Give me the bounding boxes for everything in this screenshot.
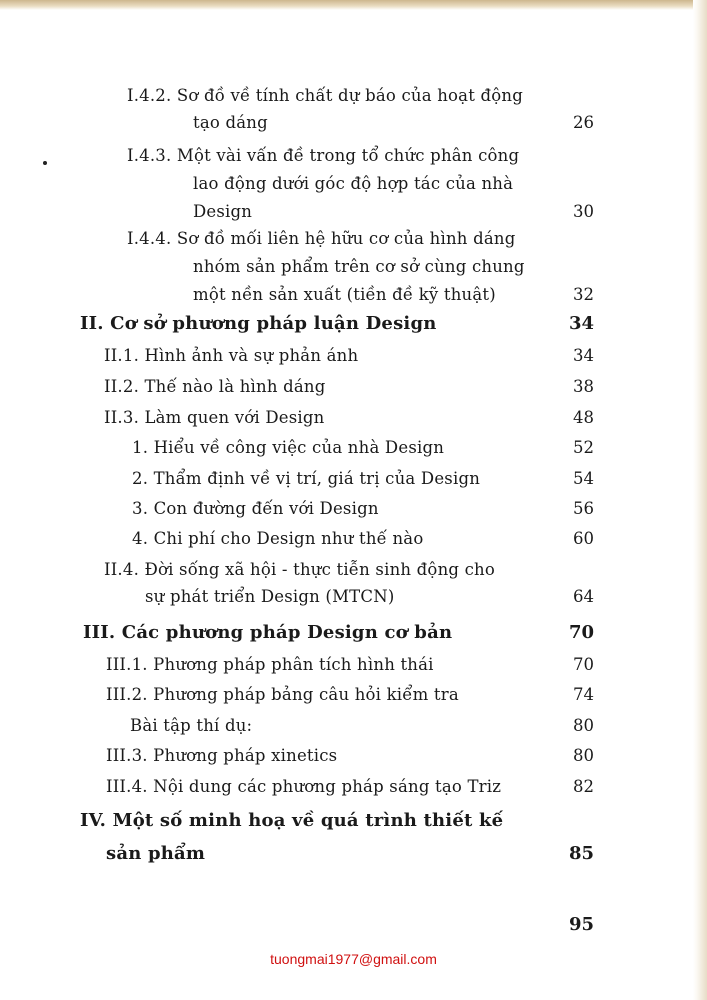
toc-entry-text: nhóm sản phẩm trên cơ sở cùng chung [193,257,525,276]
toc-entry-text: I.4.4. Sơ đồ mối liên hệ hữu cơ của hình dáng [127,229,516,248]
toc-page-number: 52 [573,438,594,457]
toc-entry-text: 2. Thẩm định về vị trí, giá trị của Design [132,469,481,488]
toc-entry-text: sự phát triển Design (MTCN) [145,587,395,606]
toc-page-number: 34 [573,346,594,365]
toc-entry-text: II. Cơ sở phương pháp luận Design [80,313,437,334]
toc-page-number: 26 [573,113,594,132]
toc-entry-text: một nền sản xuất (tiền đề kỹ thuật) [193,285,496,304]
toc-page-number: 64 [573,587,594,606]
toc-page-number: 30 [573,202,594,221]
toc-page-number: 54 [573,469,594,488]
toc-page-number: 74 [573,685,594,704]
toc-entry-text: III.3. Phương pháp xinetics [106,746,338,765]
toc-entry-text: IV. Một số minh hoạ về quá trình thiết kế [80,810,504,831]
toc-entry-text: II.2. Thế nào là hình dáng [104,377,326,396]
toc-entry-text: I.4.2. Sơ đồ về tính chất dự báo của hoạt động [127,86,523,105]
toc-page-number: 38 [573,377,594,396]
watermark-email: tuongmai1977@gmail.com [270,951,437,967]
toc-page-number: 60 [573,529,594,548]
toc-page-number: 34 [568,313,594,334]
toc-entry-text: lao động dưới góc độ hợp tác của nhà [193,174,514,193]
toc-entry-text: III.1. Phương pháp phân tích hình thái [106,655,434,674]
toc-entry-text: I.4.3. Một vài vấn đề trong tổ chức phân công [127,146,520,165]
toc-entry-text: 3. Con đường đến với Design [132,499,379,518]
toc-page-number: 70 [568,622,594,643]
toc-entry-text: II.1. Hình ảnh và sự phản ánh [104,346,359,365]
toc-page-number: 85 [568,843,594,864]
toc-page-number: 80 [573,746,594,765]
toc-page-number: 32 [573,285,594,304]
toc-entry-text: III. Các phương pháp Design cơ bản [83,622,453,643]
toc-entry-text: II.3. Làm quen với Design [104,408,325,427]
toc-entry-text: III.2. Phương pháp bảng câu hỏi kiểm tra [106,685,459,704]
toc-page-number: 56 [573,499,594,518]
toc-page-number: 70 [573,655,594,674]
toc-entry-text: 4. Chi phí cho Design như thế nào [132,529,424,548]
toc-page-number: 82 [573,777,594,796]
toc-page-number: 80 [573,716,594,735]
toc-page-number: 48 [573,408,594,427]
toc-entry-text: Bài tập thí dụ: [130,716,253,735]
toc-entry-text: 1. Hiểu về công việc của nhà Design [132,438,445,457]
toc-entry-text: II.4. Đời sống xã hội - thực tiễn sinh động cho [104,560,496,579]
toc-entry-text: Design [193,202,253,221]
toc-entry-text: III.4. Nội dung các phương pháp sáng tạo Triz [106,777,502,796]
toc-entry-text: sản phẩm [106,843,206,864]
page-number: 95 [568,914,594,935]
toc-entry-text: tạo dáng [193,113,268,132]
